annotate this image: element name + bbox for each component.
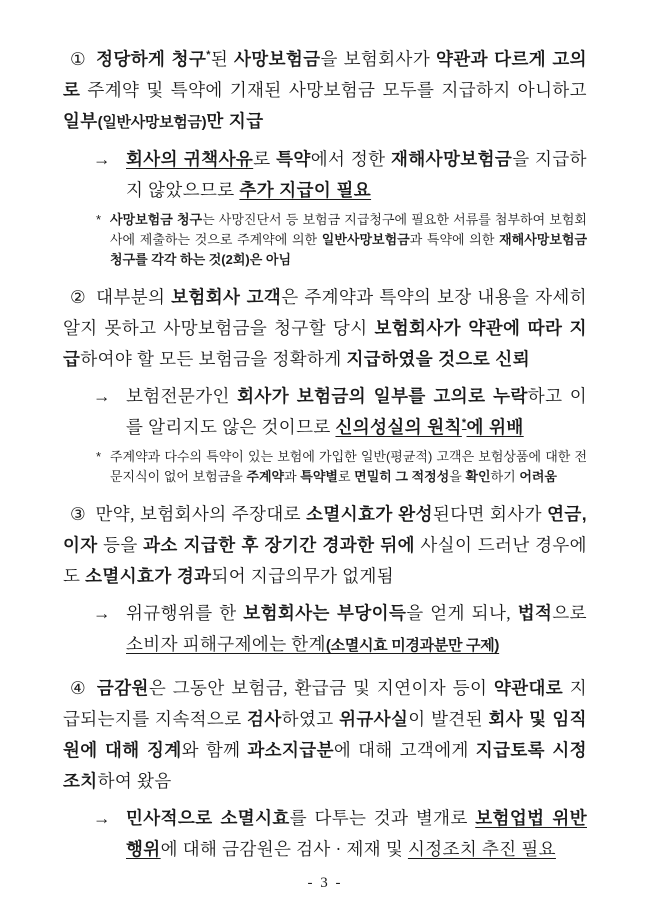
paragraph-text [63,678,587,791]
text-segment: 재해사망보험금 [391,149,513,169]
text-segment: 하여야 할 모든 보험금을 정확하게 [80,349,347,369]
arrow-marker: → [93,386,111,406]
text-segment: 하고 이를 알리지도 않은 것이므로 [126,386,587,437]
paragraph-footnote-5 [63,447,587,487]
page-number: - 3 - [307,875,343,891]
document-body [63,44,587,865]
text-segment: 에 대해 고객에게 [333,740,476,760]
text-segment: 대부분의 [96,287,172,307]
text-segment: 민사적으로 소멸시효 [126,808,290,828]
paragraph-text [63,504,587,586]
text-segment: 과 특약에 의한 [409,232,500,247]
text-segment: 확인 [465,469,491,484]
text-segment: 금감원 [96,678,149,698]
text-segment: 정당하게 청구 [96,49,207,69]
paragraph-arrow-4 [63,381,587,443]
paragraph-text [126,803,587,865]
text-segment: 위규행위를 한 [126,603,244,623]
arrow-marker: → [93,603,111,623]
text-segment: 시정조치 추진 필요 [407,839,556,859]
text-segment: 을 [449,469,466,484]
paragraph-text [110,447,587,487]
paragraph-arrow-7 [63,598,587,661]
text-segment: 과소지급분 [247,740,334,760]
text-segment: 에 위배 [466,417,524,437]
text-segment: 보험회사가 약관에 따라 지급 [63,318,587,369]
paragraph-item-3 [63,282,587,375]
text-segment: 특약 [276,149,311,169]
text-segment: 사망보험금 [233,49,321,69]
text-segment: 연금, 이자 [63,504,587,555]
text-segment: 위규사실 [339,709,409,729]
text-segment: 일부 [63,111,98,131]
paragraph-text [63,49,587,131]
text-segment: 약관대로 [493,678,564,698]
paragraph-item-0 [63,44,587,138]
text-segment: 사망보험금 청구 [110,212,203,227]
text-segment: 하여 왔음 [97,771,172,791]
paragraph-item-8 [63,673,587,797]
text-segment: 로 [253,149,277,169]
text-segment: 소멸시효가 경과 [85,566,212,586]
text-segment: 으로 [552,603,587,623]
text-segment: 검사 [247,709,282,729]
text-segment: 면밀히 그 적정성 [354,469,450,484]
text-segment: 보험회사는 부당이득 [243,603,407,623]
item-number-marker: ③ [70,504,87,524]
text-segment: 하기 [490,469,520,484]
text-segment: 하였고 [281,709,340,729]
text-segment: 을 얻게 되나, [406,603,518,623]
text-segment: 는 사망진단서 등 보험금 지급청구에 필요한 서류를 첨부하여 보험회사에 제출하는 것으로 주계약에 의한 [110,212,587,247]
text-segment: 주계약과 다수의 특약이 있는 보험에 가입한 일반(평균적) 고객은 보험상품에 대한 전문지식이 없어 보험금을 [110,449,587,484]
paragraph-arrow-9 [63,803,587,865]
text-segment: 만약, 보험회사의 주장대로 [95,504,307,524]
item-number-marker: ① [70,49,88,69]
paragraph-text [126,381,587,443]
text-segment: 과 [284,469,301,484]
text-segment: 약관과 다르게 고의로 [63,49,587,100]
text-segment: 과소 지급한 후 장기간 경과한 뒤에 [143,535,415,555]
text-segment: 보험전문가인 [126,386,238,406]
arrow-marker: → [93,149,111,169]
text-segment: * [461,417,467,430]
text-segment: 와 함께 [181,740,248,760]
text-segment: 이 발견된 [408,709,489,729]
text-segment: 은 그동안 보험금, 환급금 및 지연이자 등이 [148,678,494,698]
paragraph-item-6 [63,499,587,592]
paragraph-text [110,210,587,270]
text-segment: 보험회사 고객 [171,287,282,307]
text-segment: 회사의 귀책사유 [126,149,254,169]
text-segment: 주계약 [246,469,285,484]
text-segment: 지급하였을 것으로 신뢰 [346,349,531,369]
text-segment: 회사 및 임직원에 대해 징계 [63,709,587,760]
footnote-asterisk-marker: * [96,212,102,227]
text-segment: 특약별 [300,469,338,484]
text-segment: 법적 [517,603,553,623]
text-segment: 을 보험회사가 [320,49,436,69]
paragraph-text [63,287,587,369]
text-segment: 만 지급 [206,111,264,131]
text-segment: 사실이 드러난 경우에도 [63,535,587,586]
text-segment: 일반사망보험금 [321,232,410,247]
text-segment: 지급되는지를 지속적으로 [63,678,587,729]
text-segment: 은 주계약과 특약의 보장 내용을 자세히 알지 못하고 사망보험금을 청구할 당시 [63,287,588,338]
text-segment: * [206,49,211,62]
paragraph-arrow-1 [63,144,587,206]
paragraph-text [126,598,587,661]
text-segment: 회사가 보험금의 일부를 고의로 누락 [237,386,528,406]
text-segment: 주계약 및 특약에 기재된 사망보험금 모두를 지급하지 아니하고 [80,80,587,100]
text-segment: 된 [210,49,234,69]
text-segment: 보험업법 위반행위 [126,808,587,859]
text-segment: 지급토록 시정 조치 [63,740,587,791]
item-number-marker: ② [70,287,88,307]
footnote-asterisk-marker: * [96,449,102,464]
text-segment: 재해사망보험금 청구를 각각 하는 것(2회)은 아님 [110,232,587,267]
text-segment: 소멸시효가 완성 [306,504,433,524]
text-segment: 신의성실의 원칙 [335,417,462,437]
text-segment: (일반사망보험금) [97,114,207,131]
text-segment: 된다면 회사가 [432,504,548,524]
item-number-marker: ④ [70,678,88,698]
text-segment: 소비자 피해구제에는 한계 [126,634,326,654]
arrow-marker: → [93,808,111,828]
text-segment: 에 대해 금감원은 검사 · 제재 및 [160,839,408,859]
text-segment: 등을 [97,535,144,555]
paragraph-text [126,144,587,206]
text-segment: 어려움 [519,469,557,484]
text-segment: 로 [337,469,355,484]
text-segment: 되어 지급의무가 없게됨 [211,566,395,586]
text-segment: 에서 정한 [310,149,392,169]
text-segment: 을 지급하지 않았으므로 [126,149,587,200]
text-segment: 를 다투는 것과 별개로 [289,808,476,828]
paragraph-footnote-2 [63,210,587,270]
text-segment: 추가 지급이 필요 [239,180,372,200]
text-segment: (소멸시효 미경과분만 구제) [325,637,500,654]
